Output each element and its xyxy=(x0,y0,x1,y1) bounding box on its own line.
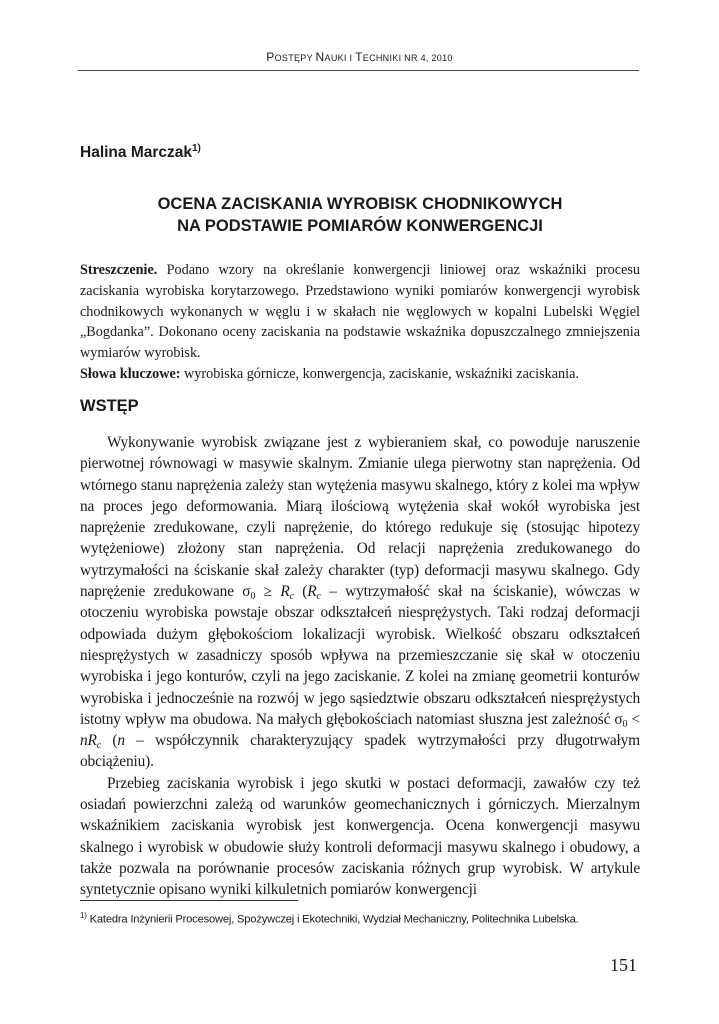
keywords-text: wyrobiska górnicze, konwergencja, zaciskanie, wskaźniki zaciskania. xyxy=(180,365,579,382)
footnote xyxy=(80,911,640,926)
keywords-label: Słowa kluczowe: xyxy=(80,365,181,382)
footnote-rule xyxy=(80,900,298,901)
section-heading: WSTĘP xyxy=(80,397,139,415)
header-rule xyxy=(78,70,639,71)
body-text xyxy=(80,432,640,901)
title-line-1: OCENA ZACISKANIA WYROBISK CHODNIKOWYCH xyxy=(157,195,563,213)
paragraph-1: Wykonywanie wyrobisk związane jest z wybieraniem skał, co powoduje naruszenie pierwotnej równowagi w masywie skalnym. Zmianie ulega pierwotny stan naprężenia. Od wtórnego stanu naprężenia zależy stan wytężenia masywu skalnego, który z kolei ma wpływ na proces jego deformowania. Miarą ilościową wytężenia skał wokół wyrobiska jest naprężenie zredukowane, czyli naprężenie, do którego redukuje się (stosując hipotezy wytężeniowe) złożony stan naprężenia. Od relacji naprężenia zredukowanego do wytrzymałości na ściskanie skał zależy charakter (typ) deformacji masywu skalnego. Gdy naprężenie zredukowane $\sigma_0 \ge R_c$ ($R_c$ – wytrzymałość skał na ściskanie), wówczas w otoczeniu wyrobiska powstaje obszar odkształceń niesprężystych. Taki rodzaj deformacji odpowiada dużym głębokościom lokalizacji wyrobisk. Wielkość obszaru odkształceń niesprężystych w zasadniczy sposób wpływa na przemieszczanie się skał w otoczeniu wyrobiska i jego konturów, czyli na jego zaciskanie. Z kolei na zmianę geometrii konturów wyrobiska i jednocześnie na rozwój w jego sąsiedztwie obszaru odkształceń niesprężystych istotny wpływ ma obudowa. Na małych głębokościach natomiast słuszna jest zależność $\sigma_0 < nR_c$ (n – współczynnik charakteryzujący spadek wytrzymałości przy długotrwałym obciążeniu). xyxy=(80,434,640,771)
paper-title xyxy=(80,193,640,237)
page-number: 151 xyxy=(610,955,637,975)
paragraph-2: Przebieg zaciskania wyrobisk i jego skutki w postaci deformacji, zawałów czy też osiadań powierzchni zależą od warunków geomechanicznych i górniczych. Mierzalnym wskaźnikiem zaciskania wyrobisk jest konwergencja. Ocena konwergencji masywu skalnego i wyrobisk w obudowie służy kontroli deformacji masywu skalnego i obudowy, a także pozwala na porównanie procesów zaciskania różnych grup wyrobisk. W artykule syntetycznie opisano wyniki kilkuletnich pomiarów konwergencji xyxy=(80,774,640,899)
author-name: Halina Marczak$^{1)}$ xyxy=(80,143,201,162)
author-footnote-marker: 1) xyxy=(192,143,201,154)
abstract xyxy=(80,260,640,385)
abstract-text: Podano wzory na określanie konwergencji liniowej oraz wskaźniki procesu zaciskania wyrobiska korytarzowego. Przedstawiono wyniki pomiarów konwergencji wyrobisk chodnikowych wykonanych w węglu i w skałach nie węglowych w kopalni Lubelski Węgiel „Bogdanka”. Dokonano oceny zaciskania na podstawie wskaźnika dopuszczalnego zmniejszenia wymiarów wyrobisk. xyxy=(80,262,640,362)
abstract-label: Streszczenie. xyxy=(80,262,158,278)
footnote-text: Katedra Inżynierii Procesowej, Spożywczej i Ekotechniki, Wydział Mechaniczny, Politechnika Lubelska. xyxy=(86,913,579,926)
running-header: POSTĘPY NAUKI I TECHNIKI NR 4, 2010 xyxy=(266,50,453,64)
title-line-2: NA PODSTAWIE POMIARÓW KONWERGENCJI xyxy=(177,217,543,235)
footnote-marker: 1) xyxy=(80,911,87,920)
